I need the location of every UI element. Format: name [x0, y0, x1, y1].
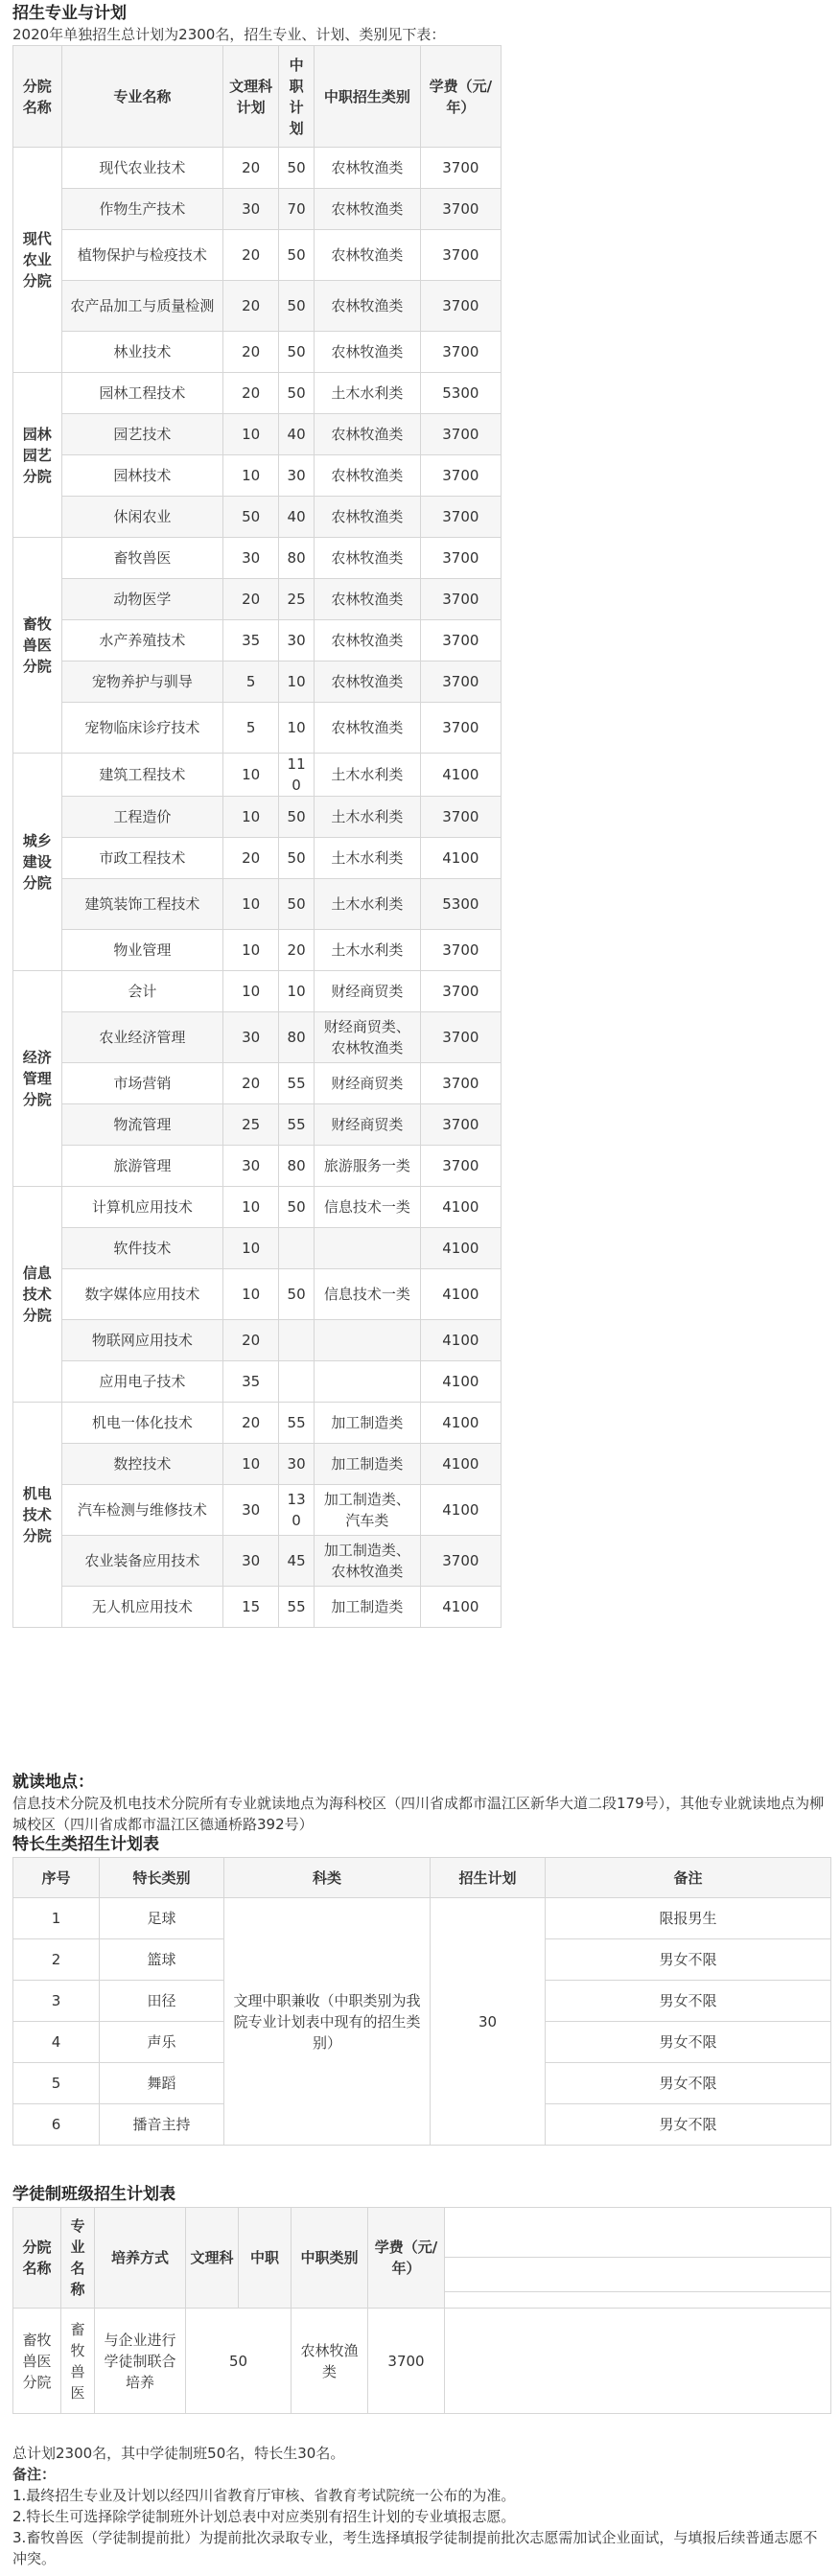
vocational-plan-cell: 25 [279, 579, 315, 620]
vocational-plan-cell: 55 [279, 1403, 315, 1444]
table-row [13, 1269, 502, 1320]
vocational-category-cell: 农林牧渔类 [315, 281, 421, 332]
tuition-cell: 3700 [420, 148, 501, 189]
arts-science-plan-cell: 35 [223, 620, 279, 661]
vocational-plan-cell: 55 [279, 1587, 315, 1628]
header-college: 分院名称 [13, 2208, 61, 2309]
specialty-cell: 舞蹈 [100, 2063, 224, 2104]
major-cell: 宠物养护与驯导 [61, 661, 223, 703]
vocational-plan-cell: 50 [279, 838, 315, 879]
vocational-plan-cell: 10 [279, 703, 315, 754]
major-cell: 汽车检测与维修技术 [61, 1485, 223, 1536]
tuition-cell: 3700 [420, 1012, 501, 1063]
table-row [13, 1104, 502, 1146]
arts-science-plan-cell: 20 [223, 148, 279, 189]
arts-science-plan-cell: 30 [223, 1012, 279, 1063]
vocational-plan-cell: 70 [279, 189, 315, 230]
vocational-category-cell: 土木水利类 [315, 754, 421, 797]
major-cell: 动物医学 [61, 579, 223, 620]
major-cell: 作物生产技术 [61, 189, 223, 230]
section2-title: 特长生类招生计划表 [12, 1835, 159, 1854]
vocational-plan-cell: 110 [279, 754, 315, 797]
specialty-cell: 播音主持 [100, 2104, 224, 2146]
major-cell: 农产品加工与质量检测 [61, 281, 223, 332]
specialty-cell: 声乐 [100, 2022, 224, 2063]
vocational-plan-cell: 50 [279, 1187, 315, 1228]
table-row [13, 1485, 502, 1536]
vocational-plan-cell: 40 [279, 414, 315, 455]
vocational-plan-cell: 50 [279, 1269, 315, 1320]
vocational-category-cell: 农林牧渔类 [315, 148, 421, 189]
vocational-plan-cell: 30 [279, 1444, 315, 1485]
section1-title: 招生专业与计划 [12, 4, 127, 23]
major-cell: 园艺技术 [61, 414, 223, 455]
location-title: 就读地点： [12, 1773, 94, 1792]
tuition-cell: 4100 [420, 1269, 501, 1320]
header-vocational-category: 中职类别 [292, 2208, 368, 2309]
section3-title: 学徒制班级招生计划表 [12, 2185, 175, 2204]
vocational-category-cell: 信息技术一类 [315, 1187, 421, 1228]
table-row [13, 1403, 502, 1444]
arts-science-plan-cell: 20 [223, 373, 279, 414]
index-cell: 3 [13, 1981, 100, 2022]
table-header-row [13, 46, 502, 148]
plan-cell: 30 [431, 1898, 546, 2146]
vocational-category-cell: 农林牧渔类 [315, 579, 421, 620]
college-cell: 信息技术分院 [13, 1187, 62, 1403]
apprenticeship-plan-table [12, 2207, 831, 2414]
vocational-category-cell: 旅游服务一类 [315, 1146, 421, 1187]
tuition-cell: 4100 [420, 1403, 501, 1444]
major-cell: 数字媒体应用技术 [61, 1269, 223, 1320]
table-row [13, 971, 502, 1012]
tuition-cell: 5300 [420, 879, 501, 930]
table-row [13, 703, 502, 754]
table-row [13, 1146, 502, 1187]
major-cell: 农业经济管理 [61, 1012, 223, 1063]
arts-science-plan-cell: 10 [223, 1269, 279, 1320]
table-row [13, 230, 502, 281]
note-3: 3.畜牧兽医（学徒制提前批）为提前批次录取专业，考生选择填报学徒制提前批次志愿需加试企业面试，与填报后续普通志愿不冲突。 [12, 2529, 818, 2567]
major-cell: 物流管理 [61, 1104, 223, 1146]
blank-cell [445, 2208, 831, 2309]
arts-science-plan-cell: 10 [223, 930, 279, 971]
tuition-cell: 3700 [420, 230, 501, 281]
table-header-row [13, 2208, 831, 2309]
vocational-plan-cell [279, 1361, 315, 1403]
header-index: 序号 [13, 1858, 100, 1898]
tuition-cell: 4100 [420, 754, 501, 797]
vocational-plan-cell [279, 1228, 315, 1269]
major-cell: 会计 [61, 971, 223, 1012]
tuition-cell: 3700 [420, 930, 501, 971]
header-specialty: 特长类别 [100, 1858, 224, 1898]
vocational-category-cell: 农林牧渔类 [315, 189, 421, 230]
category-cell: 文理中职兼收（中职类别为我院专业计划表中现有的招生类别） [224, 1898, 431, 2146]
table-row [13, 879, 502, 930]
major-cell: 建筑装饰工程技术 [61, 879, 223, 930]
arts-science-plan-cell: 15 [223, 1587, 279, 1628]
index-cell: 2 [13, 1939, 100, 1981]
table-row [13, 1320, 502, 1361]
vocational-category-cell: 土木水利类 [315, 838, 421, 879]
tuition-cell: 3700 [420, 414, 501, 455]
notes-title: 备注： [12, 2466, 57, 2483]
tuition-cell: 3700 [420, 497, 501, 538]
arts-science-plan-cell: 10 [223, 879, 279, 930]
tuition-cell: 4100 [420, 1320, 501, 1361]
header-arts-science: 文理科 [186, 2208, 239, 2309]
table-row [13, 373, 502, 414]
vocational-plan-cell: 80 [279, 1012, 315, 1063]
major-cell: 计算机应用技术 [61, 1187, 223, 1228]
major-cell: 物业管理 [61, 930, 223, 971]
vocational-category-cell: 加工制造类 [315, 1444, 421, 1485]
vocational-category-cell: 农林牧渔类 [315, 620, 421, 661]
vocational-category-cell: 加工制造类、汽车类 [315, 1485, 421, 1536]
header-training-mode: 培养方式 [95, 2208, 186, 2309]
college-cell: 园林园艺分院 [13, 373, 62, 538]
major-cell: 工程造价 [61, 797, 223, 838]
tuition-cell: 4100 [420, 1187, 501, 1228]
tuition-cell: 3700 [420, 703, 501, 754]
tuition-cell: 3700 [420, 661, 501, 703]
major-cell: 软件技术 [61, 1228, 223, 1269]
arts-science-plan-cell: 50 [223, 497, 279, 538]
tuition-cell: 3700 [420, 1104, 501, 1146]
arts-science-plan-cell: 10 [223, 797, 279, 838]
arts-science-plan-cell: 5 [223, 661, 279, 703]
vocational-plan-cell: 30 [279, 455, 315, 497]
vocational-category-cell: 财经商贸类、农林牧渔类 [315, 1012, 421, 1063]
arts-science-plan-cell: 20 [223, 579, 279, 620]
specialty-plan-table [12, 1857, 831, 2146]
vocational-category-cell: 加工制造类 [315, 1403, 421, 1444]
major-cell: 园林技术 [61, 455, 223, 497]
header-plan: 招生计划 [431, 1858, 546, 1898]
tuition-cell: 3700 [420, 281, 501, 332]
table-header-row [13, 1858, 831, 1898]
arts-science-plan-cell: 30 [223, 1485, 279, 1536]
header-vocational: 中职 [239, 2208, 292, 2309]
vocational-plan-cell: 50 [279, 281, 315, 332]
vocational-category-cell: 农林牧渔类 [315, 497, 421, 538]
table-row [13, 620, 502, 661]
header-tuition: 学费（元/年） [420, 46, 501, 148]
tuition-cell: 3700 [368, 2309, 445, 2414]
vocational-category-cell: 农林牧渔类 [315, 703, 421, 754]
table-row [13, 497, 502, 538]
tuition-cell: 4100 [420, 1485, 501, 1536]
table-row [13, 455, 502, 497]
specialty-cell: 足球 [100, 1898, 224, 1939]
plan-cell: 50 [186, 2309, 292, 2414]
blank-cell [445, 2309, 831, 2414]
vocational-category-cell: 加工制造类 [315, 1587, 421, 1628]
vocational-plan-cell: 130 [279, 1485, 315, 1536]
remark-cell: 男女不限 [546, 2063, 831, 2104]
table-row [13, 1012, 502, 1063]
major-cell: 宠物临床诊疗技术 [61, 703, 223, 754]
tuition-cell: 3700 [420, 1146, 501, 1187]
header-college: 分院名称 [13, 46, 62, 148]
tuition-cell: 4100 [420, 1228, 501, 1269]
vocational-plan-cell: 50 [279, 332, 315, 373]
vocational-category-cell: 农林牧渔类 [292, 2309, 368, 2414]
remark-cell: 限报男生 [546, 1898, 831, 1939]
major-cell: 畜牧兽医 [61, 2309, 95, 2414]
college-cell: 经济管理分院 [13, 971, 62, 1187]
college-cell: 城乡建设分院 [13, 754, 62, 971]
table-row [13, 797, 502, 838]
major-cell: 机电一体化技术 [61, 1403, 223, 1444]
vocational-category-cell: 财经商贸类 [315, 1104, 421, 1146]
training-mode-cell: 与企业进行学徒制联合培养 [95, 2309, 186, 2414]
major-cell: 建筑工程技术 [61, 754, 223, 797]
enrollment-plan-table [12, 45, 502, 1628]
arts-science-plan-cell: 10 [223, 414, 279, 455]
table-row [13, 1361, 502, 1403]
section1-intro: 2020年单独招生总计划为2300名，招生专业、计划、类别见下表： [12, 26, 446, 43]
vocational-plan-cell: 45 [279, 1536, 315, 1587]
major-cell: 无人机应用技术 [61, 1587, 223, 1628]
college-cell: 畜牧兽医分院 [13, 2309, 61, 2414]
vocational-category-cell: 土木水利类 [315, 797, 421, 838]
table-row [13, 661, 502, 703]
header-vocational-plan: 中职计划 [279, 46, 315, 148]
tuition-cell: 3700 [420, 620, 501, 661]
vocational-category-cell: 土木水利类 [315, 879, 421, 930]
table-row [13, 930, 502, 971]
arts-science-plan-cell: 10 [223, 455, 279, 497]
vocational-category-cell: 农林牧渔类 [315, 332, 421, 373]
tuition-cell: 3700 [420, 538, 501, 579]
arts-science-plan-cell: 20 [223, 332, 279, 373]
vocational-category-cell [315, 1228, 421, 1269]
table-row [13, 332, 502, 373]
major-cell: 植物保护与检疫技术 [61, 230, 223, 281]
index-cell: 6 [13, 2104, 100, 2146]
index-cell: 1 [13, 1898, 100, 1939]
table-row [13, 1898, 831, 1939]
vocational-category-cell: 土木水利类 [315, 930, 421, 971]
specialty-cell: 田径 [100, 1981, 224, 2022]
college-cell: 畜牧兽医分院 [13, 538, 62, 754]
vocational-plan-cell: 50 [279, 230, 315, 281]
arts-science-plan-cell: 10 [223, 1187, 279, 1228]
note-2: 2.特长生可选择除学徒制班外计划总表中对应类别有招生计划的专业填报志愿。 [12, 2508, 516, 2525]
table-row [13, 281, 502, 332]
arts-science-plan-cell: 25 [223, 1104, 279, 1146]
major-cell: 林业技术 [61, 332, 223, 373]
arts-science-plan-cell: 20 [223, 230, 279, 281]
tuition-cell: 4100 [420, 1444, 501, 1485]
header-major: 专业名称 [61, 2208, 95, 2309]
vocational-category-cell: 土木水利类 [315, 373, 421, 414]
table-row [13, 1228, 502, 1269]
remark-cell: 男女不限 [546, 2022, 831, 2063]
arts-science-plan-cell: 30 [223, 538, 279, 579]
vocational-category-cell [315, 1320, 421, 1361]
tuition-cell: 3700 [420, 971, 501, 1012]
major-cell: 现代农业技术 [61, 148, 223, 189]
table-row [13, 2309, 831, 2414]
table-row [13, 1536, 502, 1587]
tuition-cell: 3700 [420, 332, 501, 373]
vocational-plan-cell: 50 [279, 797, 315, 838]
vocational-category-cell: 加工制造类、农林牧渔类 [315, 1536, 421, 1587]
vocational-plan-cell: 55 [279, 1063, 315, 1104]
tuition-cell: 3700 [420, 579, 501, 620]
index-cell: 4 [13, 2022, 100, 2063]
vocational-category-cell: 信息技术一类 [315, 1269, 421, 1320]
major-cell: 数控技术 [61, 1444, 223, 1485]
major-cell: 市政工程技术 [61, 838, 223, 879]
table-row [13, 414, 502, 455]
arts-science-plan-cell: 20 [223, 838, 279, 879]
tuition-cell: 3700 [420, 455, 501, 497]
major-cell: 物联网应用技术 [61, 1320, 223, 1361]
summary-text: 总计划2300名，其中学徒制班50名，特长生30名。 [12, 2445, 345, 2462]
table-row [13, 1187, 502, 1228]
remark-cell: 男女不限 [546, 1939, 831, 1981]
tuition-cell: 3700 [420, 1536, 501, 1587]
arts-science-plan-cell: 10 [223, 1444, 279, 1485]
note-1: 1.最终招生专业及计划以经四川省教育厅审核、省教育考试院统一公布的为准。 [12, 2487, 516, 2504]
vocational-plan-cell [279, 1320, 315, 1361]
vocational-category-cell: 农林牧渔类 [315, 538, 421, 579]
table-row [13, 189, 502, 230]
vocational-category-cell: 农林牧渔类 [315, 661, 421, 703]
vocational-plan-cell: 40 [279, 497, 315, 538]
table-row [13, 1444, 502, 1485]
table-row [13, 1063, 502, 1104]
arts-science-plan-cell: 20 [223, 1063, 279, 1104]
vocational-category-cell: 财经商贸类 [315, 971, 421, 1012]
header-arts-science-plan: 文理科计划 [223, 46, 279, 148]
header-remark: 备注 [546, 1858, 831, 1898]
tuition-cell: 3700 [420, 797, 501, 838]
vocational-plan-cell: 80 [279, 538, 315, 579]
major-cell: 应用电子技术 [61, 1361, 223, 1403]
header-category: 科类 [224, 1858, 431, 1898]
arts-science-plan-cell: 10 [223, 754, 279, 797]
major-cell: 休闲农业 [61, 497, 223, 538]
arts-science-plan-cell: 30 [223, 1146, 279, 1187]
remark-cell: 男女不限 [546, 1981, 831, 2022]
index-cell: 5 [13, 2063, 100, 2104]
table-row [13, 1587, 502, 1628]
major-cell: 市场营销 [61, 1063, 223, 1104]
vocational-plan-cell: 10 [279, 971, 315, 1012]
vocational-plan-cell: 20 [279, 930, 315, 971]
college-cell: 现代农业分院 [13, 148, 62, 373]
major-cell: 畜牧兽医 [61, 538, 223, 579]
arts-science-plan-cell: 20 [223, 281, 279, 332]
arts-science-plan-cell: 35 [223, 1361, 279, 1403]
table-row [13, 538, 502, 579]
location-text: 信息技术分院及机电技术分院所有专业就读地点为海科校区（四川省成都市温江区新华大道二段179号），其他专业就读地点为柳城校区（四川省成都市温江区德通桥路392号） [12, 1795, 825, 1833]
remark-cell: 男女不限 [546, 2104, 831, 2146]
vocational-plan-cell: 10 [279, 661, 315, 703]
arts-science-plan-cell: 20 [223, 1403, 279, 1444]
major-cell: 园林工程技术 [61, 373, 223, 414]
header-tuition: 学费（元/年） [368, 2208, 445, 2309]
table-row [13, 579, 502, 620]
vocational-plan-cell: 50 [279, 373, 315, 414]
vocational-category-cell: 农林牧渔类 [315, 414, 421, 455]
major-cell: 农业装备应用技术 [61, 1536, 223, 1587]
arts-science-plan-cell: 20 [223, 1320, 279, 1361]
college-cell: 机电技术分院 [13, 1403, 62, 1628]
major-cell: 旅游管理 [61, 1146, 223, 1187]
tuition-cell: 3700 [420, 1063, 501, 1104]
tuition-cell: 5300 [420, 373, 501, 414]
vocational-plan-cell: 50 [279, 148, 315, 189]
table-row [13, 148, 502, 189]
vocational-category-cell: 农林牧渔类 [315, 455, 421, 497]
arts-science-plan-cell: 10 [223, 1228, 279, 1269]
table-row [13, 754, 502, 797]
vocational-plan-cell: 80 [279, 1146, 315, 1187]
table-row [13, 838, 502, 879]
header-vocational-category: 中职招生类别 [315, 46, 421, 148]
tuition-cell: 3700 [420, 189, 501, 230]
tuition-cell: 4100 [420, 1587, 501, 1628]
header-major: 专业名称 [61, 46, 223, 148]
vocational-category-cell [315, 1361, 421, 1403]
vocational-plan-cell: 30 [279, 620, 315, 661]
tuition-cell: 4100 [420, 1361, 501, 1403]
tuition-cell: 4100 [420, 838, 501, 879]
major-cell: 水产养殖技术 [61, 620, 223, 661]
arts-science-plan-cell: 10 [223, 971, 279, 1012]
vocational-category-cell: 农林牧渔类 [315, 230, 421, 281]
vocational-plan-cell: 55 [279, 1104, 315, 1146]
specialty-cell: 篮球 [100, 1939, 224, 1981]
arts-science-plan-cell: 30 [223, 1536, 279, 1587]
vocational-plan-cell: 50 [279, 879, 315, 930]
arts-science-plan-cell: 30 [223, 189, 279, 230]
arts-science-plan-cell: 5 [223, 703, 279, 754]
vocational-category-cell: 财经商贸类 [315, 1063, 421, 1104]
